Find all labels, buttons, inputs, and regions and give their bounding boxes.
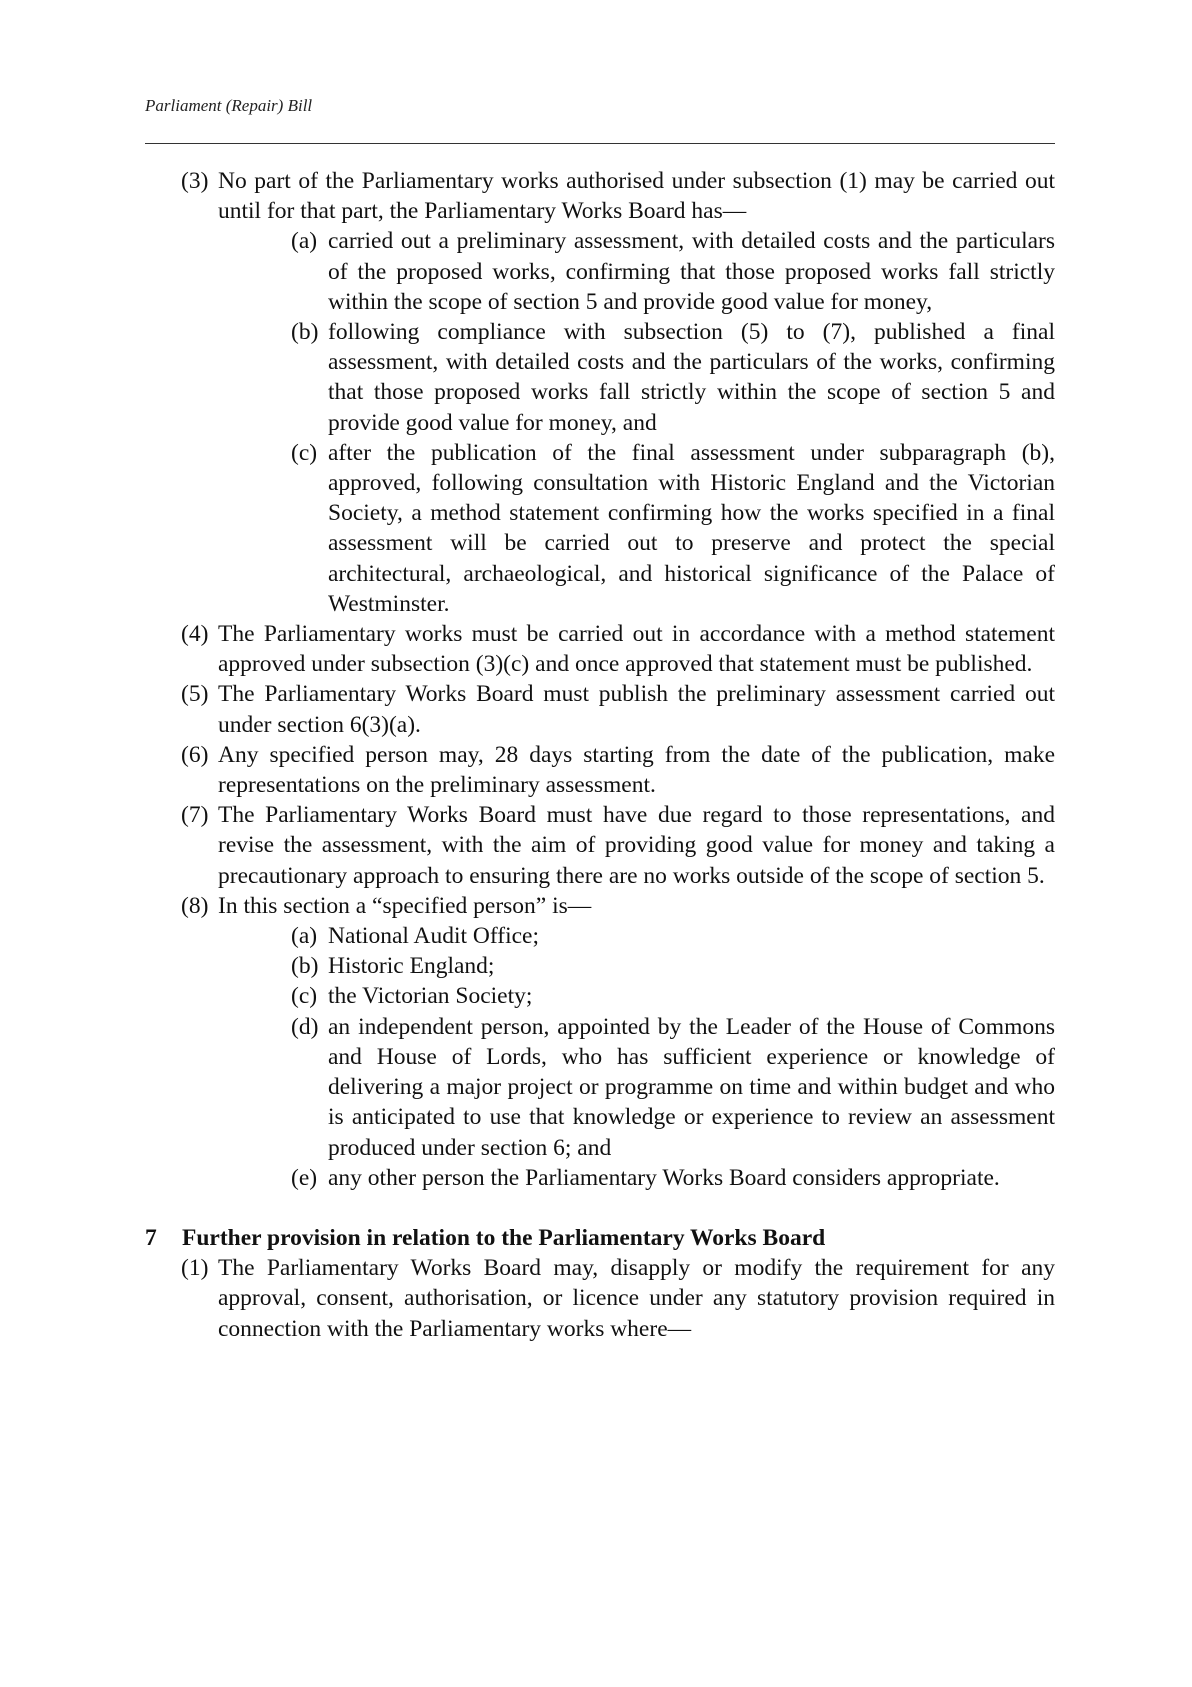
paragraph-text: National Audit Office;: [328, 923, 540, 950]
subsection-6-4: [145, 619, 1055, 679]
paragraph-number: (b): [291, 319, 319, 346]
paragraph-text: carried out a preliminary assessment, with detailed costs and the particulars of the proposed works, confirming that those proposed works fall strictly within the scope of section 5 and provide good value for money,: [328, 228, 1055, 315]
paragraph-6-8-c: [145, 981, 1055, 1011]
section-number: 7: [145, 1224, 157, 1251]
subsection-text: In this section a “specified person” is—: [218, 892, 592, 919]
subsection-6-5: [145, 679, 1055, 739]
subsection-text: The Parliamentary works must be carried out in accordance with a method statement approved under subsection (3)(c) and once approved that statement must be published.: [218, 621, 1055, 678]
subsection-6-6: [145, 740, 1055, 800]
paragraph-6-3-c: [145, 438, 1055, 619]
paragraph-6-8-a: [145, 921, 1055, 951]
section-title: Further provision in relation to the Parliamentary Works Board: [182, 1224, 826, 1251]
subsection-text: The Parliamentary Works Board must publish the preliminary assessment carried out under section 6(3)(a).: [218, 681, 1055, 738]
subsection-6-3: [145, 166, 1055, 226]
paragraph-number: (e): [291, 1164, 318, 1191]
subsection-6-7: [145, 800, 1055, 891]
subsection-6-8: [145, 891, 1055, 921]
paragraph-6-8-e: [145, 1163, 1055, 1193]
paragraph-text: the Victorian Society;: [328, 983, 533, 1010]
paragraph-text: Historic England;: [328, 953, 495, 980]
paragraph-number: (c): [291, 983, 318, 1010]
subsection-number: (1): [181, 1255, 209, 1282]
running-header: Parliament (Repair) Bill: [145, 96, 313, 115]
section-7-heading: [145, 1223, 1055, 1253]
paragraph-text: an independent person, appointed by the Leader of the House of Commons and House of Lords, who has sufficient experience or knowledge of delivering a major project or programme on time and within budget and who is anticipated to use that knowledge or experience to review an assessment produced under section 6; and: [328, 1013, 1055, 1161]
bill-text: [145, 166, 1055, 1344]
subsection-text: The Parliamentary Works Board may, disapply or modify the requirement for any approval, consent, authorisation, or licence under any statutory provision required in connection with the Parliamentary works where—: [218, 1255, 1055, 1342]
paragraph-6-8-d: [145, 1012, 1055, 1163]
paragraph-number: (c): [291, 439, 318, 466]
header-rule: [145, 143, 1055, 144]
subsection-number: (6): [181, 741, 209, 768]
subsection-number: (7): [181, 802, 209, 829]
subsection-number: (8): [181, 892, 209, 919]
paragraph-number: (b): [291, 953, 319, 980]
paragraph-text: following compliance with subsection (5) to (7), published a final assessment, with detailed costs and the particulars of the works, confirming that those proposed works fall strictly within the scope of section 5 and provide good value for money, and: [328, 319, 1055, 436]
paragraph-6-3-b: [145, 317, 1055, 438]
paragraph-text: after the publication of the final assessment under subparagraph (b), approved, following consultation with Historic England and the Victorian Society, a method statement confirming how the works specified in a final assessment will be carried out to preserve and protect the special architectural, archaeological, and historical significance of the Palace of Westminster.: [328, 439, 1055, 617]
paragraph-text: any other person the Parliamentary Works Board considers appropriate.: [328, 1164, 1000, 1191]
subsection-text: Any specified person may, 28 days starting from the date of the publication, make representations on the preliminary assessment.: [218, 741, 1055, 799]
subsection-text: The Parliamentary Works Board must have due regard to those representations, and revise the assessment, with the aim of providing good value for money and taking a precautionary approach to ensuring there are no works outside of the scope of section 5.: [218, 802, 1055, 889]
subsection-number: (5): [181, 681, 209, 708]
paragraph-6-3-a: [145, 226, 1055, 317]
subsection-number: (4): [181, 621, 209, 648]
subsection-number: (3): [181, 168, 209, 194]
paragraph-number: (a): [291, 923, 318, 950]
paragraph-6-8-b: [145, 951, 1055, 981]
paragraph-number: (d): [291, 1013, 319, 1040]
subsection-7-1: [145, 1253, 1055, 1344]
paragraph-number: (a): [291, 228, 318, 255]
subsection-text: No part of the Parliamentary works authorised under subsection (1) may be carried out until for that part, the Parliamentary Works Board has—: [218, 168, 1055, 225]
